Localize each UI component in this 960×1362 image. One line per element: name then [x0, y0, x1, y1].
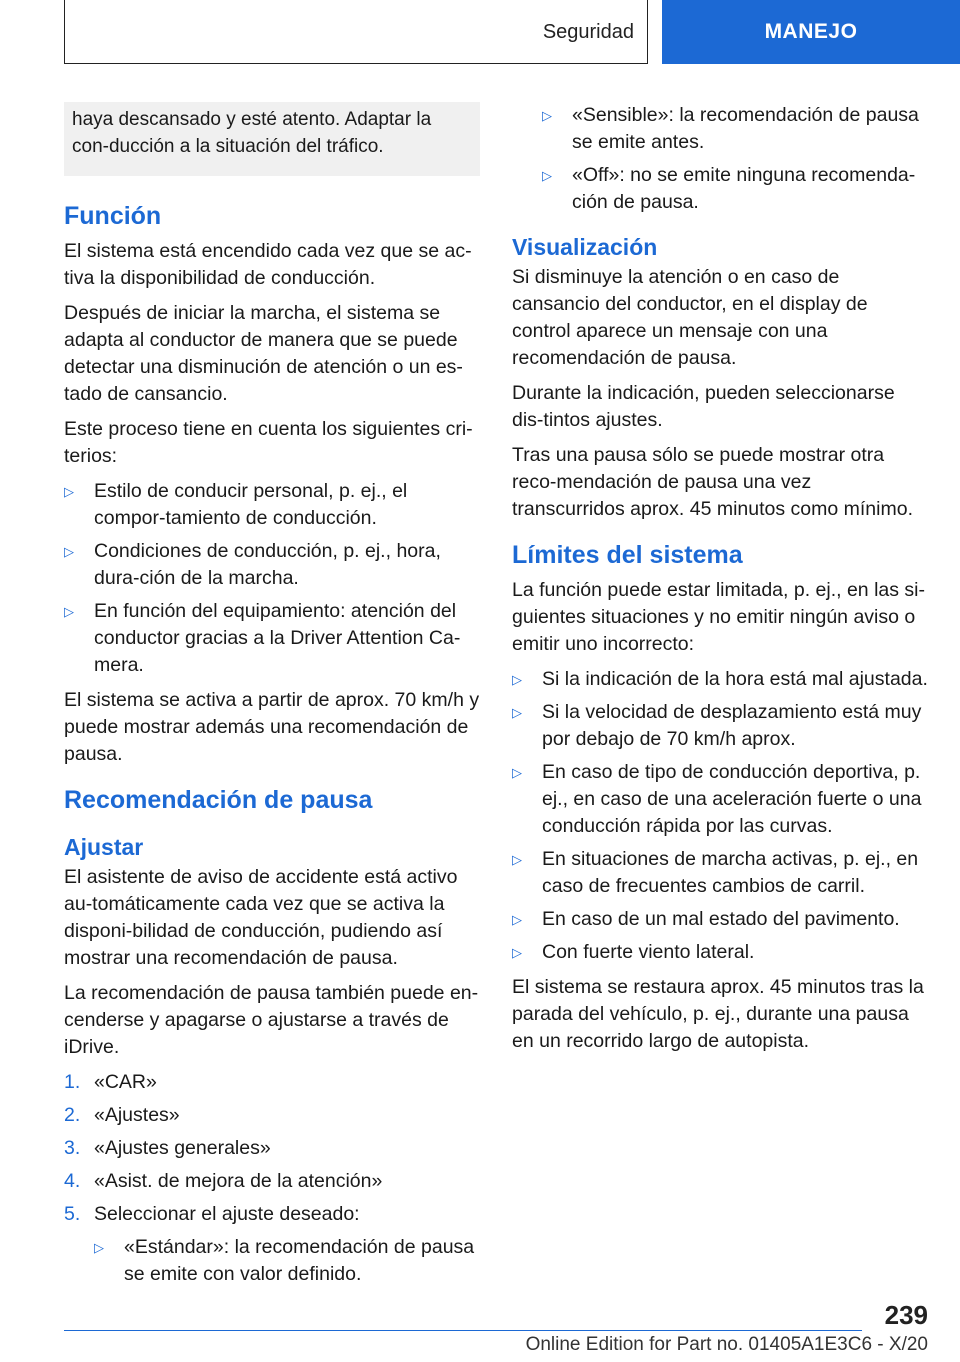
triangle-bullet-icon: ▷	[512, 765, 522, 780]
list-item: ▷ En caso de un mal estado del pavimento.	[512, 906, 928, 933]
step-item: 1. «CAR»	[64, 1071, 157, 1093]
triangle-bullet-icon: ▷	[512, 705, 522, 720]
settings-options-list	[94, 1234, 480, 1288]
triangle-bullet-icon: ▷	[512, 912, 522, 927]
list-item: ▷ Si la indicación de la hora está mal ajustada.	[512, 666, 928, 693]
list-item: ▷ Si la velocidad de desplazamiento está muy por debajo de 70 km/h aprox.	[512, 701, 922, 750]
list-item: ▷ En caso de tipo de conducción deportiva, p. ej., en caso de una aceleración fuerte o una conducción rápida por las curvas.	[512, 761, 922, 837]
list-item: ▷ Condiciones de conducción, p. ej., hora, dura-ción de la marcha.	[64, 540, 441, 589]
list-item: ▷ Con fuerte viento lateral.	[512, 939, 928, 966]
footer-edition-text[interactable]: Online Edition for Part no. 01405A1E3C6 - X/20	[525, 1334, 928, 1355]
paragraph: Este proceso tiene en cuenta los siguientes cri-terios:	[64, 418, 473, 467]
paragraph: Después de iniciar la marcha, el sistema se adapta al conductor de manera que se puede detectar una disminución de atención o un es-tado de cansancio.	[64, 302, 463, 405]
limits-list	[512, 666, 928, 966]
footer-divider	[64, 1330, 862, 1331]
heading-ajustar: Ajustar	[64, 834, 144, 860]
paragraph: La recomendación de pausa también puede en-cenderse y apagarse o ajustarse a través de iDrive.	[64, 982, 479, 1058]
step-item: 3. «Ajustes generales»	[64, 1137, 271, 1159]
paragraph: Si disminuye la atención o en caso de cansancio del conductor, en el display de control aparece un mensaje con una recomendación de pausa.	[512, 266, 868, 369]
triangle-bullet-icon: ▷	[64, 604, 74, 619]
heading-funcion: Función	[64, 202, 162, 230]
header-chapter-tab[interactable]: MANEJO	[662, 0, 960, 64]
list-item: ▷ «Sensible»: la recomendación de pausa se emite antes.	[542, 104, 919, 153]
step-item: 2. «Ajustes»	[64, 1104, 180, 1126]
steps-list	[64, 1069, 480, 1288]
paragraph: El sistema se restaura aprox. 45 minutos tras la parada del vehículo, p. ej., durante una pausa en un recorrido largo de autopista.	[512, 976, 924, 1052]
criteria-list	[64, 478, 480, 679]
triangle-bullet-icon: ▷	[64, 484, 74, 499]
list-item: ▷ Estilo de conducir personal, p. ej., el compor-tamiento de conducción.	[64, 480, 408, 529]
triangle-bullet-icon: ▷	[64, 544, 74, 559]
header-section-title: Seguridad	[542, 20, 634, 43]
list-item: ▷ «Off»: no se emite ninguna recomenda-ción de pausa.	[542, 164, 916, 213]
triangle-bullet-icon: ▷	[542, 168, 552, 183]
paragraph: Tras una pausa sólo se puede mostrar otra reco-mendación de pausa una vez transcurridos aprox. 45 minutos como mínimo.	[512, 444, 913, 520]
triangle-bullet-icon: ▷	[542, 108, 552, 123]
settings-options-list-continued	[542, 102, 928, 216]
page-number: 239	[884, 1300, 928, 1330]
triangle-bullet-icon: ▷	[512, 672, 522, 687]
triangle-bullet-icon: ▷	[94, 1240, 104, 1255]
paragraph: El sistema se activa a partir de aprox. 70 km/h y puede mostrar además una recomendación de pausa.	[64, 689, 480, 765]
list-item: ▷ En situaciones de marcha activas, p. ej., en caso de frecuentes cambios de carril.	[512, 848, 919, 897]
list-item: ▷ «Estándar»: la recomendación de pausa se emite con valor definido.	[94, 1236, 475, 1285]
paragraph: La función puede estar limitada, p. ej., en las si-guientes situaciones y no emitir ningún aviso o emitir uno incorrecto:	[512, 579, 925, 655]
triangle-bullet-icon: ▷	[512, 945, 522, 960]
paragraph: Durante la indicación, pueden seleccionarse dis-tintos ajustes.	[512, 382, 895, 431]
heading-visualizacion: Visualización	[512, 234, 658, 260]
paragraph: El sistema está encendido cada vez que se ac-tiva la disponibilidad de conducción.	[64, 240, 472, 289]
left-column	[64, 102, 480, 1296]
heading-limites: Límites del sistema	[512, 541, 743, 569]
list-item: ▷ En función del equipamiento: atención del conductor gracias a la Driver Attention Ca-mera.	[64, 600, 461, 676]
paragraph: El asistente de aviso de accidente está activo au-tomáticamente cada vez que se activa la disponi-bilidad de conducción, pudiendo así mostrar una recomendación de pausa.	[64, 866, 458, 969]
heading-recomendacion: Recomendación de pausa	[64, 786, 373, 814]
triangle-bullet-icon: ▷	[512, 852, 522, 867]
step-item: 5. Seleccionar el ajuste deseado: ▷ «Estándar»: la recomendación de pausa se emite con valor definido.	[64, 1201, 480, 1288]
step-item: 4. «Asist. de mejora de la atención»	[64, 1170, 383, 1192]
continued-note-box: haya descansado y esté atento. Adaptar la con-ducción a la situación del tráfico.	[64, 102, 480, 176]
right-column	[512, 102, 928, 1063]
